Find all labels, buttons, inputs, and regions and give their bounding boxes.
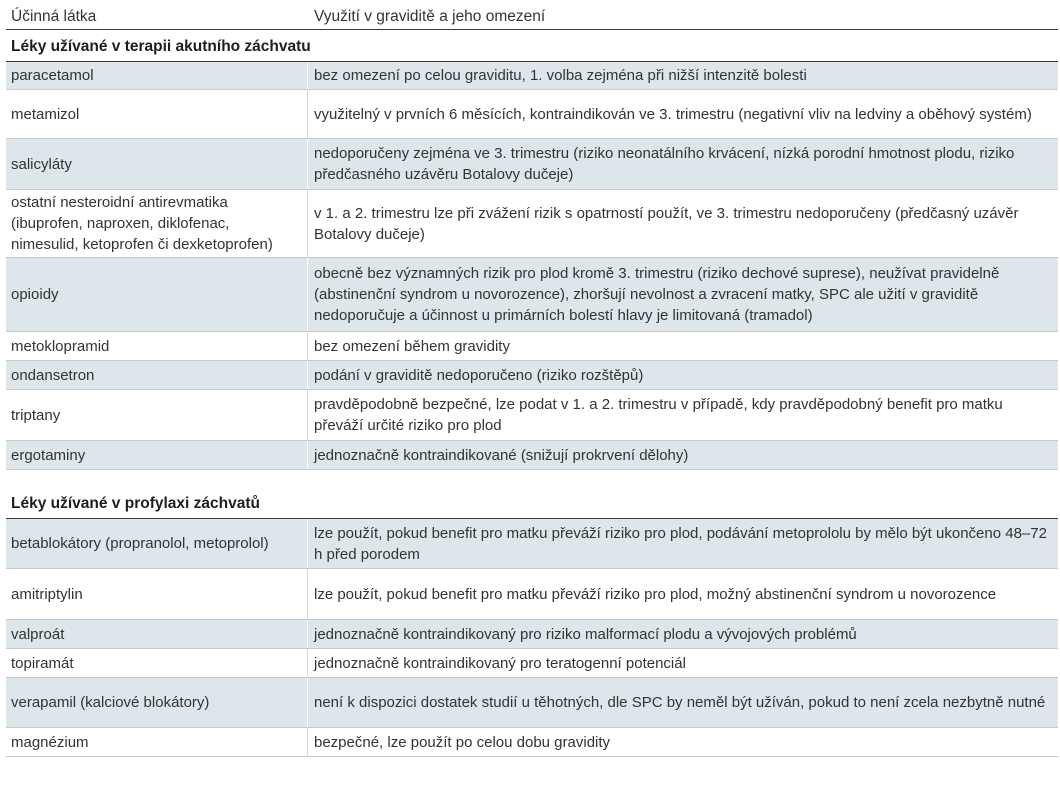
usage-note: obecně bez významných rizik pro plod kromě 3. trimestru (riziko dechové suprese), neužívat pravidelně (abstinenční syndrom u novorozence), zhoršují nevolnost a zvracení matky, SPC ale užití v graviditě nedoporučuje a účinnost u primárních bolestí hlavy je limitovaná (tramadol) xyxy=(314,265,1000,324)
substance-name: verapamil (kalciové blokátory) xyxy=(11,694,210,711)
cell-substance xyxy=(6,390,308,440)
usage-note: bezpečné, lze použít po celou dobu gravidity xyxy=(314,733,611,751)
cell-substance xyxy=(6,441,308,469)
table-row xyxy=(6,519,1058,569)
usage-note: jednoznačně kontraindikovaný pro teratogenní potenciál xyxy=(314,654,686,672)
cell-usage xyxy=(308,441,1058,469)
cell-usage xyxy=(308,649,1058,677)
table-row xyxy=(6,390,1058,441)
cell-usage xyxy=(308,139,1058,189)
substance-name: triptany xyxy=(11,406,61,424)
cell-substance xyxy=(6,139,308,189)
usage-note: bez omezení během gravidity xyxy=(314,337,510,355)
usage-note: není k dispozici dostatek studií u těhotných, dle SPC by neměl být užíván, pokud to není zcela nezbytně nutné xyxy=(314,694,1046,711)
substance-name: valproát xyxy=(11,625,65,643)
substance-name: opioidy xyxy=(11,286,59,303)
cell-substance xyxy=(6,569,308,619)
column-header-usage: Využití v graviditě a jeho omezení xyxy=(314,8,546,25)
table-row xyxy=(6,62,1058,90)
cell-substance xyxy=(6,90,308,138)
table-row xyxy=(6,441,1058,470)
usage-note: pravděpodobně bezpečné, lze podat v 1. a 2. trimestru v případě, kdy pravděpodobný benefit pro matku převáží určité riziko pro plod xyxy=(314,396,1003,434)
drug-pregnancy-table xyxy=(6,0,1058,757)
cell-usage xyxy=(308,569,1058,619)
substance-name: paracetamol xyxy=(11,67,94,84)
table-row xyxy=(6,190,1058,258)
table-row xyxy=(6,728,1058,757)
cell-usage xyxy=(308,390,1058,440)
column-header-substance: Účinná látka xyxy=(11,8,97,25)
substance-name: amitriptylin xyxy=(11,585,83,603)
cell-substance xyxy=(6,620,308,648)
usage-note: bez omezení po celou graviditu, 1. volba zejména při nižší intenzitě bolesti xyxy=(314,67,807,84)
table-row xyxy=(6,649,1058,678)
cell-usage xyxy=(308,678,1058,727)
cell-substance xyxy=(6,258,308,331)
substance-name: metamizol xyxy=(11,105,80,123)
usage-note: v 1. a 2. trimestru lze při zvážení rizik s opatrností použít, ve 3. trimestru nedoporučeny (předčasný uzávěr Botalovy dučeje) xyxy=(314,204,1019,243)
table-row xyxy=(6,678,1058,728)
cell-usage xyxy=(308,258,1058,331)
table-row xyxy=(6,569,1058,620)
usage-note: lze použít, pokud benefit pro matku převáží riziko pro plod, podávání metoprololu by mělo být ukončeno 48–72 h před porodem xyxy=(314,524,1047,563)
table-row xyxy=(6,258,1058,332)
cell-usage xyxy=(308,332,1058,360)
cell-substance xyxy=(6,361,308,389)
substance-name: ergotaminy xyxy=(11,446,86,464)
cell-usage xyxy=(308,361,1058,389)
usage-note: jednoznačně kontraindikovaný pro riziko malformací plodu a vývojových problémů xyxy=(314,625,857,643)
table-header xyxy=(6,0,1058,30)
usage-note: jednoznačně kontraindikované (snižují prokrvení dělohy) xyxy=(314,446,689,464)
cell-substance xyxy=(6,62,308,89)
cell-usage xyxy=(308,62,1058,89)
cell-substance xyxy=(6,332,308,360)
cell-substance xyxy=(6,519,308,568)
substance-name: metoklopramid xyxy=(11,337,110,355)
cell-substance xyxy=(6,649,308,677)
substance-name: salicyláty xyxy=(11,155,72,173)
substance-name: ostatní nesteroidní antirevmatika (ibuprofen, naproxen, diklofenac, nimesulid, ketoprofen či dexketoprofen) xyxy=(11,194,273,253)
substance-name: topiramát xyxy=(11,654,74,672)
cell-substance xyxy=(6,728,308,756)
section-heading: Léky užívané v profylaxi záchvatů xyxy=(6,470,1058,519)
table-body xyxy=(6,30,1058,757)
cell-usage xyxy=(308,519,1058,568)
cell-usage xyxy=(308,728,1058,756)
usage-note: nedoporučeny zejména ve 3. trimestru (riziko neonatálního krvácení, nízká porodní hmotnost plodu, riziko předčasného uzávěru Botalovy dučeje) xyxy=(314,145,1015,183)
cell-substance xyxy=(6,190,308,257)
substance-name: betablokátory (propranolol, metoprolol) xyxy=(11,535,269,552)
table-row xyxy=(6,139,1058,190)
cell-substance xyxy=(6,678,308,727)
cell-usage xyxy=(308,190,1058,257)
cell-usage xyxy=(308,620,1058,648)
section-heading: Léky užívané v terapii akutního záchvatu xyxy=(6,30,1058,62)
usage-note: lze použít, pokud benefit pro matku převáží riziko pro plod, možný abstinenční syndrom u novorozence xyxy=(314,585,997,603)
usage-note: využitelný v prvních 6 měsících, kontraindikován ve 3. trimestru (negativní vliv na ledviny a oběhový systém) xyxy=(314,105,1032,123)
table-row xyxy=(6,332,1058,361)
table-row xyxy=(6,90,1058,139)
usage-note: podání v graviditě nedoporučeno (riziko rozštěpů) xyxy=(314,366,644,384)
table-row xyxy=(6,620,1058,649)
table-row xyxy=(6,361,1058,390)
cell-usage xyxy=(308,90,1058,138)
substance-name: ondansetron xyxy=(11,366,95,384)
substance-name: magnézium xyxy=(11,733,89,751)
